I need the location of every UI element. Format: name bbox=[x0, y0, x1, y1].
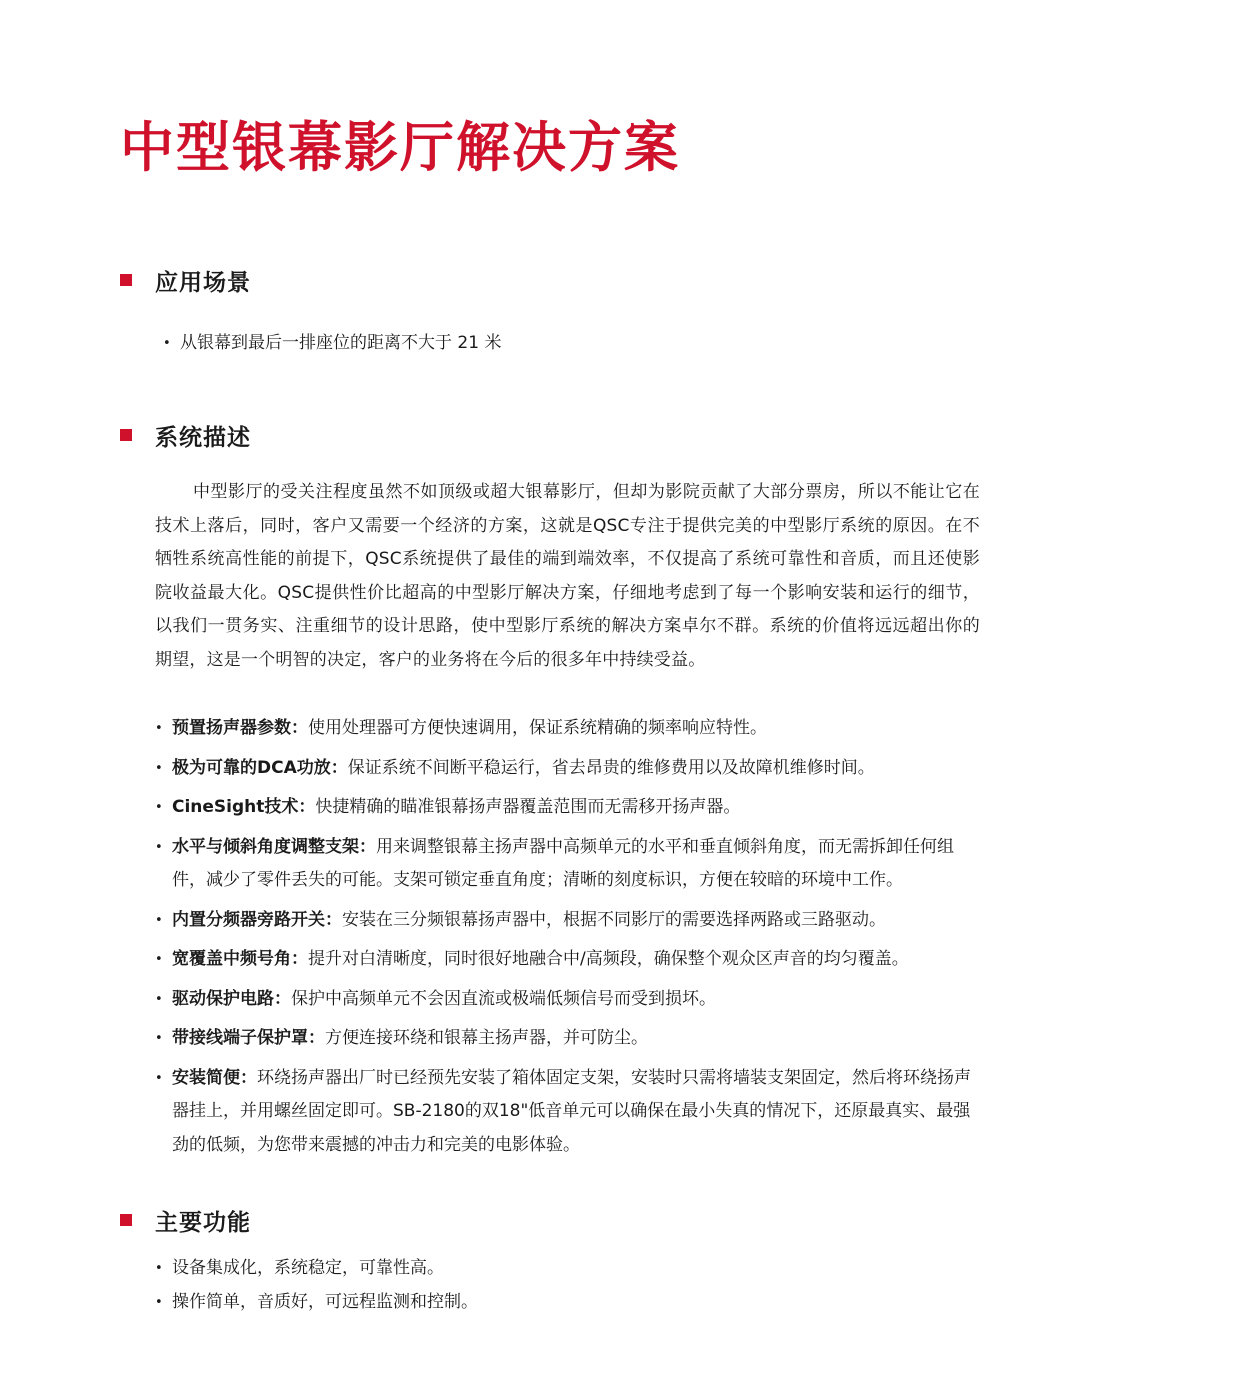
red-square-icon bbox=[120, 429, 132, 441]
feature-label: 驱动保护电路： bbox=[172, 988, 291, 1009]
feature-label: 水平与倾斜角度调整支架： bbox=[172, 836, 376, 857]
feature-item bbox=[155, 831, 980, 898]
feature-text: 保护中高频单元不会因直流或极端低频信号而受到损坏。 bbox=[291, 988, 716, 1009]
red-square-icon bbox=[120, 1214, 132, 1226]
application-list bbox=[163, 327, 963, 361]
section-heading-main-functions bbox=[120, 1203, 251, 1237]
feature-label: 预置扬声器参数： bbox=[172, 718, 308, 738]
feature-label: 安装简便： bbox=[172, 1067, 257, 1088]
feature-label: 宽覆盖中频号角： bbox=[172, 949, 308, 969]
list-item: • 从银幕到最后一排座位的距离不大于 21 米 bbox=[163, 327, 963, 361]
feature-text: 快捷精确的瞄准银幕扬声器覆盖范围而无需移开扬声器。 bbox=[315, 797, 741, 817]
feature-item bbox=[155, 1062, 980, 1163]
section-title: 主要功能 bbox=[155, 1209, 251, 1236]
main-functions-list bbox=[155, 1252, 955, 1319]
section-heading-application bbox=[120, 263, 251, 297]
feature-label: 带接线端子保护罩： bbox=[172, 1028, 325, 1048]
list-item: • 设备集成化，系统稳定，可靠性高。 bbox=[155, 1252, 955, 1286]
section-title: 系统描述 bbox=[155, 424, 251, 451]
feature-text: 安装在三分频银幕扬声器中，根据不同影厅的需要选择两路或三路驱动。 bbox=[342, 909, 886, 930]
feature-label: 内置分频器旁路开关： bbox=[172, 909, 342, 930]
section-heading-description bbox=[120, 418, 251, 452]
page-title: 中型银幕影厅解决方案 bbox=[120, 116, 680, 179]
feature-item bbox=[155, 1022, 980, 1056]
feature-item bbox=[155, 712, 980, 746]
feature-item bbox=[155, 752, 980, 786]
feature-text: 方便连接环绕和银幕主扬声器，并可防尘。 bbox=[325, 1028, 648, 1048]
feature-text: 环绕扬声器出厂时已经预先安装了箱体固定支架，安装时只需将墙装支架固定，然后将环绕扬声器挂上，并用螺丝固定即可。SB-2180的双18"低音单元可以确保在最小失真的情况下，还原最真实、最强劲的低频，为您带来震撼的冲击力和完美的电影体验。 bbox=[172, 1067, 971, 1155]
feature-item bbox=[155, 983, 980, 1017]
feature-item bbox=[155, 943, 980, 977]
feature-text: 使用处理器可方便快速调用，保证系统精确的频率响应特性。 bbox=[308, 718, 767, 738]
feature-label: CineSight技术： bbox=[172, 797, 316, 817]
feature-item bbox=[155, 791, 980, 825]
feature-item bbox=[155, 904, 980, 938]
red-square-icon bbox=[120, 274, 132, 286]
description-paragraph: 中型影厅的受关注程度虽然不如顶级或超大银幕影厅，但却为影院贡献了大部分票房，所以不能让它在技术上落后，同时，客户又需要一个经济的方案，这就是QSC专注于提供完美的中型影厅系统的原因。在不牺牲系统高性能的前提下，QSC系统提供了最佳的端到端效率，不仅提高了系统可靠性和音质，而且还使影院收益最大化。QSC提供性价比超高的中型影厅解决方案，仔细地考虑到了每一个影响安装和运行的细节，以我们一贯务实、注重细节的设计思路，使中型影厅系统的解决方案卓尔不群。系统的价值将远远超出你的期望，这是一个明智的决定，客户的业务将在今后的很多年中持续受益。 bbox=[155, 482, 980, 670]
feature-list bbox=[155, 712, 980, 1168]
feature-text: 用来调整银幕主扬声器中高频单元的水平和垂直倾斜角度，而无需拆卸任何组件，减少了零件丢失的可能。支架可锁定垂直角度；清晰的刻度标识，方便在较暗的环境中工作。 bbox=[172, 836, 954, 890]
feature-label: 极为可靠的DCA功放： bbox=[172, 757, 348, 778]
list-item: • 操作简单，音质好，可远程监测和控制。 bbox=[155, 1286, 955, 1320]
feature-text: 提升对白清晰度，同时很好地融合中/高频段，确保整个观众区声音的均匀覆盖。 bbox=[308, 949, 909, 969]
feature-text: 保证系统不间断平稳运行，省去昂贵的维修费用以及故障机维修时间。 bbox=[347, 757, 875, 778]
section-title: 应用场景 bbox=[155, 269, 251, 296]
